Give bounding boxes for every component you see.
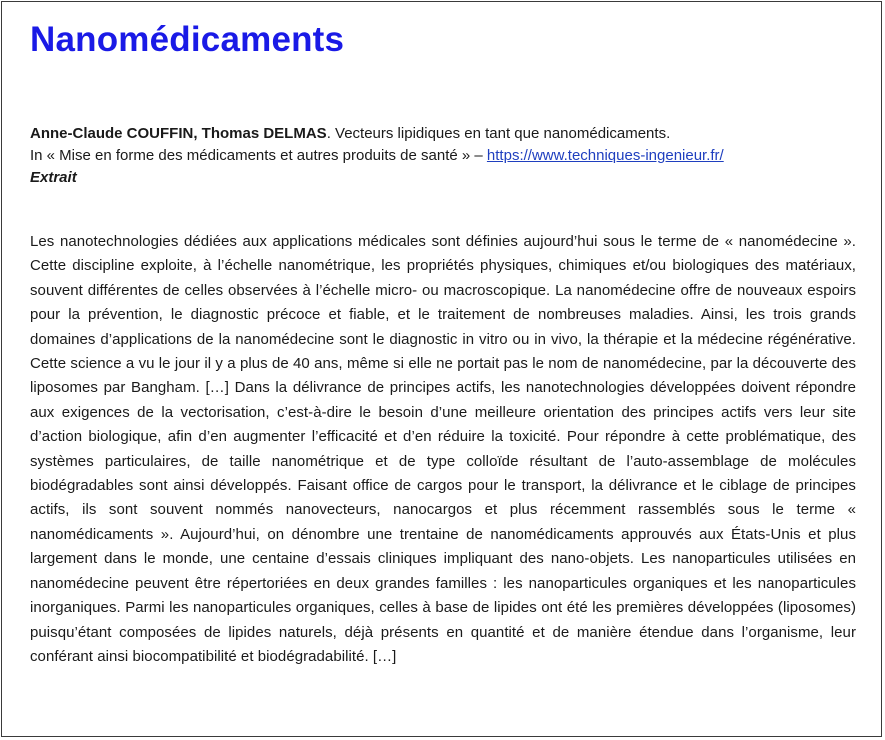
source-line (30, 145, 860, 167)
citation-authors: Anne-Claude COUFFIN, Thomas DELMAS (30, 125, 327, 142)
source-prefix: In « Mise en forme des médicaments et autres produits de santé » – (30, 147, 483, 164)
body-paragraph: Les nanotechnologies dédiées aux applications médicales sont définies aujourd’hui sous le terme de « nanomédecine ». Cette discipline exploite, à l’échelle nanométrique, les propriétés physiques, chimiques et/ou biologiques des matériaux, souvent différentes de celles observées à l’échelle micro- ou macroscopique. La nanomédecine offre de nouveaux espoirs pour la prévention, le diagnostic précoce et fiable, et le traitement de nombreuses maladies. Ainsi, les trois grands domaines d’applications de la nanomédecine sont le diagnostic in vitro ou in vivo, la thérapie et la médecine régénérative. Cette science a vu le jour il y a plus de 40 ans, même si elle ne portait pas le nom de nanomédecine, par la découverte des liposomes par Bangham. […] Dans la délivrance de principes actifs, les nanotechnologies développées doivent répondre aux exigences de la vectorisation, c’est-à-dire le besoin d’une meilleure orientation des principes actifs vers leur site d’action biologique, afin d’en augmenter l’efficacité et d’en réduire la toxicité. Pour répondre à cette problématique, des systèmes particulaires, de taille nanométrique et de type colloïde résultant de l’auto-assemblage de molécules biodégradables sont ainsi développés. Faisant office de cargos pour le transport, la délivrance et le ciblage de principes actifs, ils sont souvent nommés nanovecteurs, nanocargos et plus récemment rassemblés sous le terme « nanomédicaments ». Aujourd’hui, on dénombre une trentaine de nanomédicaments approuvés aux États-Unis et plus largement dans le monde, une centaine d’essais cliniques impliquant des nano-objets. Les nanoparticules utilisées en nanomédecine peuvent être répertoriées en deux grandes familles : les nanoparticules organiques et les nanoparticules inorganiques. Parmi les nanoparticules organiques, celles à base de lipides ont été les premières développées (liposomes) puisqu’étant composées de lipides naturels, déjà présents en quantité et de manière étendue dans l’organisme, leur conférant ainsi biocompatibilité et biodégradabilité. […] (30, 233, 856, 665)
extract-label: Extrait (30, 169, 77, 186)
document-page (1, 1, 882, 737)
citation-line (30, 123, 860, 145)
citation-article-title: . Vecteurs lipidiques en tant que nanomédicaments. (326, 125, 671, 142)
page-title: Nanomédicaments (30, 20, 345, 59)
source-link[interactable]: https://www.techniques-ingenieur.fr/ (486, 147, 724, 164)
reference-block (30, 123, 860, 189)
